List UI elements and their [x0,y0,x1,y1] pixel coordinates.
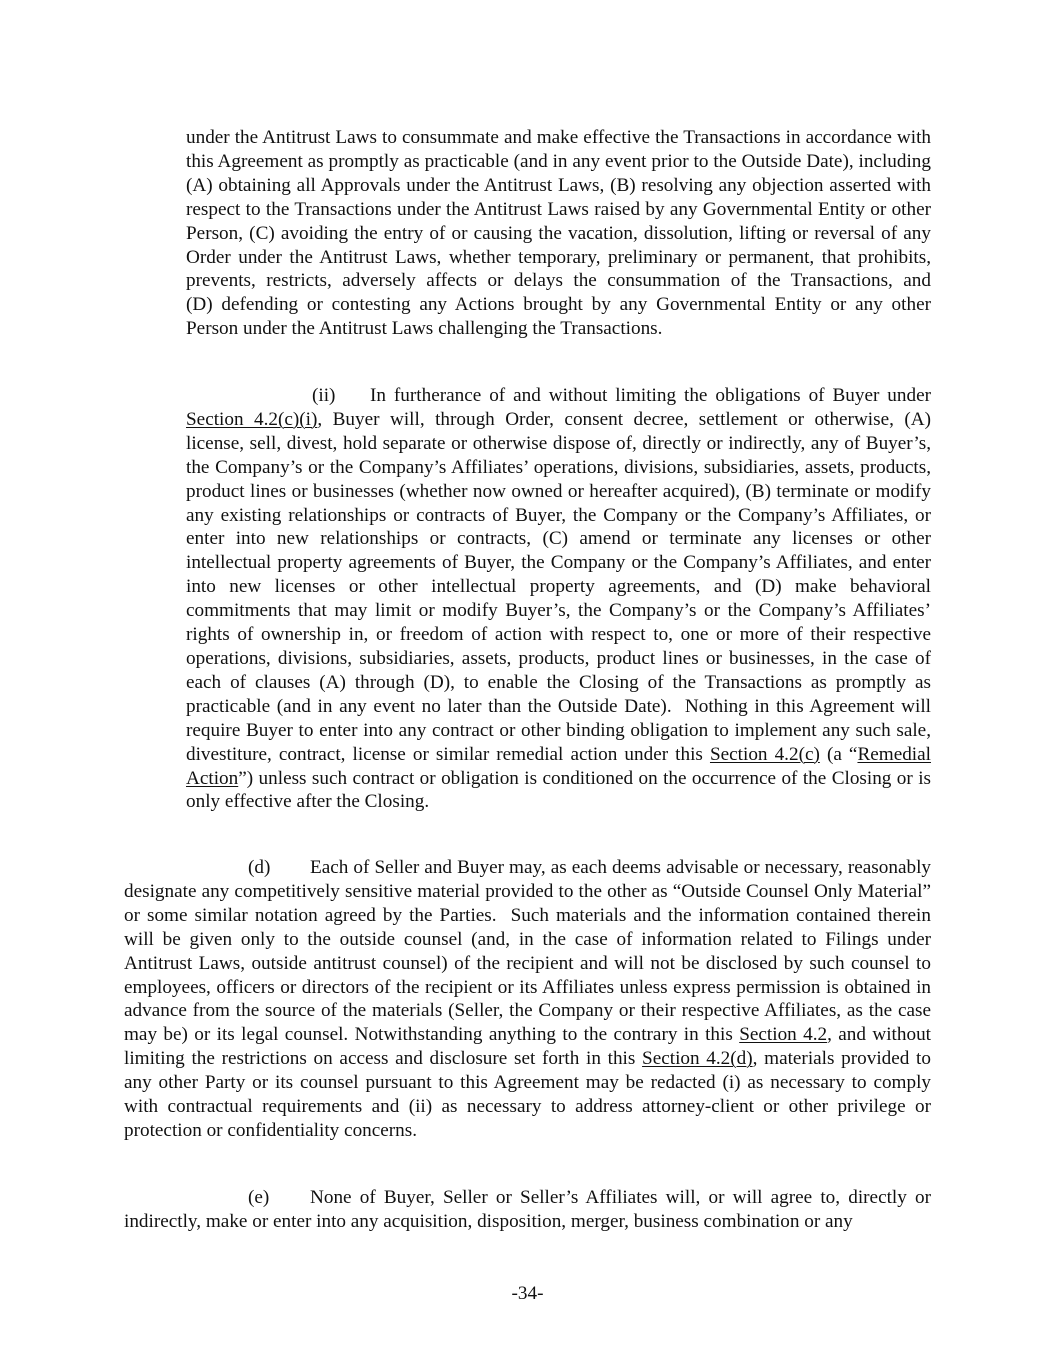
paragraph-text: under the Antitrust Laws to consummate and make effective the Transactions in accordance with this Agreement as promptly as practicable (and in any event prior to the Outside Date), including (A) obtaining all Approvals under the Antitrust Laws, (B) resolving any objection asserted with respect to the Transactions under the Antitrust Laws raised by any Governmental Entity or other Person, (C) avoiding the entry of or causing the vacation, dissolution, lifting or reversal of any Order under the Antitrust Laws, whether temporary, preliminary or permanent, that prohibits, prevents, restricts, adversely affects or delays the consummation of the Transactions, and (D) defending or contesting any Actions brought by any Governmental Entity or any other Person under the Antitrust Laws challenging the Transactions. [186,127,931,340]
paragraph-e [124,1186,931,1234]
paragraph-text: ”) unless such contract or obligation is conditioned on the occurrence of the Closing or is only effective after the Closing. [186,767,931,813]
defined-term: Remedial Action [186,743,931,789]
paragraph-c-ii [186,384,931,814]
section-reference-link[interactable]: Section 4.2(c)(i) [186,408,318,430]
section-reference-link[interactable]: Section 4.2 [739,1024,828,1046]
paragraph-c-i-continuation [186,126,931,341]
paragraph-text: , materials provided to any other Party or its counsel pursuant to this Agreement may be redacted (i) as necessary to comply with contractual requirements and (ii) as necessary to address attorney-client or other privilege or protection or confidentiality concerns. [124,1048,931,1141]
page-number: -34- [511,1283,544,1304]
paragraph-text: In furtherance of and without limiting the obligations of Buyer under [370,385,931,406]
clause-label: (e) [248,1187,270,1208]
paragraph-text: None of Buyer, Seller or Seller’s Affiliates will, or will agree to, directly or indirectly, make or enter into any acquisition, disposition, merger, business combination or any [124,1187,931,1232]
paragraph-text: , Buyer will, through Order, consent decree, settlement or otherwise, (A) license, sell, divest, hold separate or otherwise dispose of, directly or indirectly, any of Buyer’s, the Company’s or the Company’s Affiliates’ operations, divisions, subsidiaries, assets, products, product lines or businesses (whether now owned or hereafter acquired), (B) terminate or modify any existing relationships or contracts of Buyer, the Company or the Company’s Affiliates, or enter into new relationships or contracts, (C) amend or terminate any licenses or other intellectual property agreements of Buyer, the Company or the Company’s Affiliates, and enter into new licenses or other intellectual property agreements, and (D) make behavioral commitments that may limit or modify Buyer’s, the Company’s or the Company’s Affiliates’ rights of ownership in, or freedom of action with respect to, one or more of their respective operations, divisions, subsidiaries, assets, products, product lines or businesses, in the case of each of clauses (A) through (D), to enable the Closing of the Transactions as promptly as practicable (and in any event no later than the Outside Date). Nothing in this Agreement will require Buyer to enter into any contract or other binding obligation to implement any such sale, divestiture, contract, license or similar remedial action under this [186,408,931,765]
section-reference-link[interactable]: Section 4.2(d) [642,1048,753,1070]
clause-label: (d) [248,857,271,878]
paragraph-text: , and without limiting the restrictions on access and disclosure set forth in this [124,1024,932,1070]
paragraph-text: (a “ [819,743,858,765]
paragraph-text: Each of Seller and Buyer may, as each deems advisable or necessary, reasonably designate any competitively sensitive material provided to the other as “Outside Counsel Only Material” or some similar notation agreed by the Parties. Such materials and the information contained therein will be given only to the outside counsel (and, in the case of information related to Filings under Antitrust Laws, outside antitrust counsel) of the recipient and will not be disclosed by such counsel to employees, officers or directors of the recipient or its Affiliates unless express permission is obtained in advance from the source of the materials (Seller, the Company or their respective Affiliates, as the case may be) or its legal counsel. Notwithstanding anything to the contrary in this [124,857,931,1046]
clause-label: (ii) [312,385,336,406]
section-reference-link[interactable]: Section 4.2(c) [709,743,820,765]
paragraph-d [124,856,931,1143]
